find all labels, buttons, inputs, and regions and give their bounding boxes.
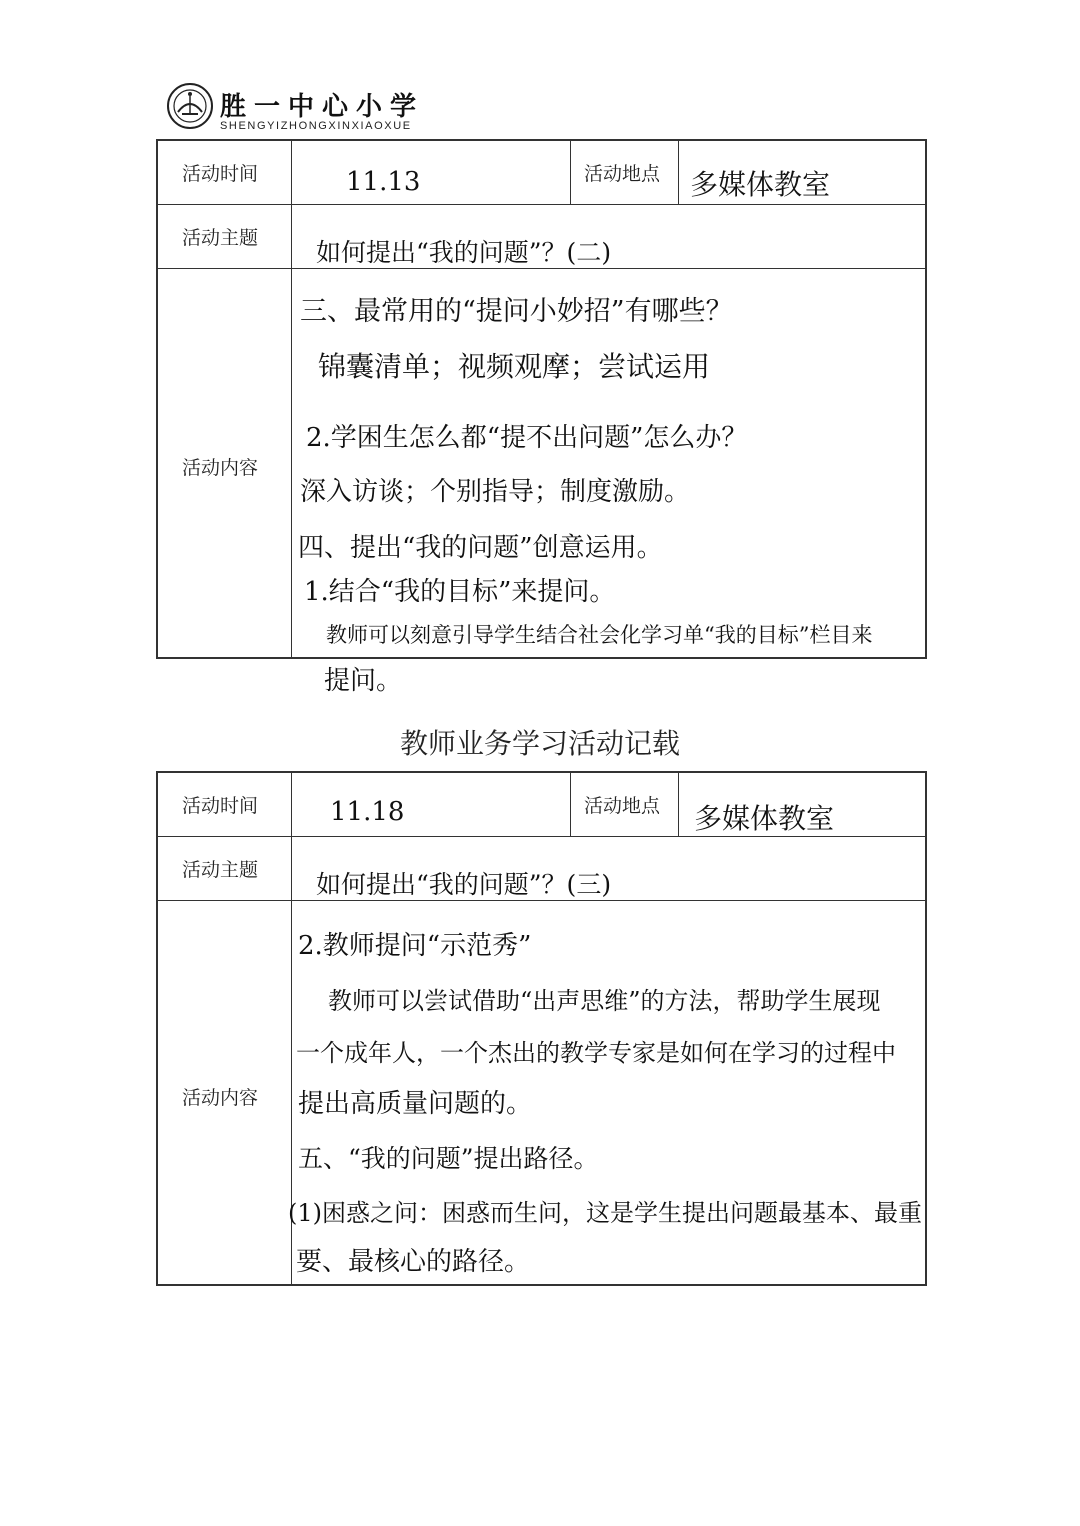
topic-value: 如何提出“我的问题”？(三) xyxy=(316,870,612,899)
topic-label: 活动主题 xyxy=(182,859,259,881)
content-line: 要、最核心的路径。 xyxy=(296,1247,531,1277)
school-pinyin: SHENGYIZHONGXINXIAOXUE xyxy=(220,120,412,132)
school-name: 胜一中心小学 xyxy=(220,92,425,122)
time-place-row xyxy=(158,141,925,205)
content-line: 提出高质量问题的。 xyxy=(298,1089,533,1119)
content-line: 2.教师提问“示范秀” xyxy=(298,931,532,961)
content-line: 教师可以刻意引导学生结合社会化学习单“我的目标”栏目来 xyxy=(326,623,873,647)
time-value: 11.18 xyxy=(330,797,405,827)
place-value: 多媒体教室 xyxy=(694,802,835,835)
content-line: 三、最常用的“提问小妙招”有哪些？ xyxy=(300,296,733,327)
content-line: 深入访谈；个别指导；制度激励。 xyxy=(300,477,691,507)
content-label: 活动内容 xyxy=(182,457,259,479)
activity-record-1 xyxy=(156,139,927,659)
section-title: 教师业务学习活动记载 xyxy=(399,727,680,760)
content-line: (1)困惑之问：困惑而生问，这是学生提出问题最基本、最重 xyxy=(288,1199,922,1227)
place-label: 活动地点 xyxy=(584,795,661,817)
content-line-overflow: 提问。 xyxy=(324,666,403,696)
content-line: 一个成年人，一个杰出的教学专家是如何在学习的过程中 xyxy=(296,1039,896,1067)
time-label: 活动时间 xyxy=(182,163,259,185)
content-label: 活动内容 xyxy=(182,1087,259,1109)
content-row xyxy=(158,269,925,659)
content-line: 教师可以尝试借助“出声思维”的方法，帮助学生展现 xyxy=(328,987,881,1015)
place-value: 多媒体教室 xyxy=(690,168,831,201)
activity-record-2 xyxy=(156,771,927,1286)
content-line: 锦囊清单；视频观摩；尝试运用 xyxy=(318,350,711,383)
topic-row xyxy=(158,837,925,901)
topic-row xyxy=(158,205,925,269)
topic-value: 如何提出“我的问题”？(二) xyxy=(316,238,612,267)
content-line: 2.学困生怎么都“提不出问题”怎么办？ xyxy=(306,423,748,453)
content-line: 五、“我的问题”提出路径。 xyxy=(298,1144,599,1173)
time-place-row xyxy=(158,773,925,837)
place-label: 活动地点 xyxy=(584,163,661,185)
school-logo-icon xyxy=(166,82,214,130)
time-value: 11.13 xyxy=(346,167,421,197)
content-line: 四、提出“我的问题”创意运用。 xyxy=(298,533,663,563)
time-label: 活动时间 xyxy=(182,795,259,817)
content-line: 1.结合“我的目标”来提问。 xyxy=(304,577,616,607)
topic-label: 活动主题 xyxy=(182,227,259,249)
content-row xyxy=(158,901,925,1286)
